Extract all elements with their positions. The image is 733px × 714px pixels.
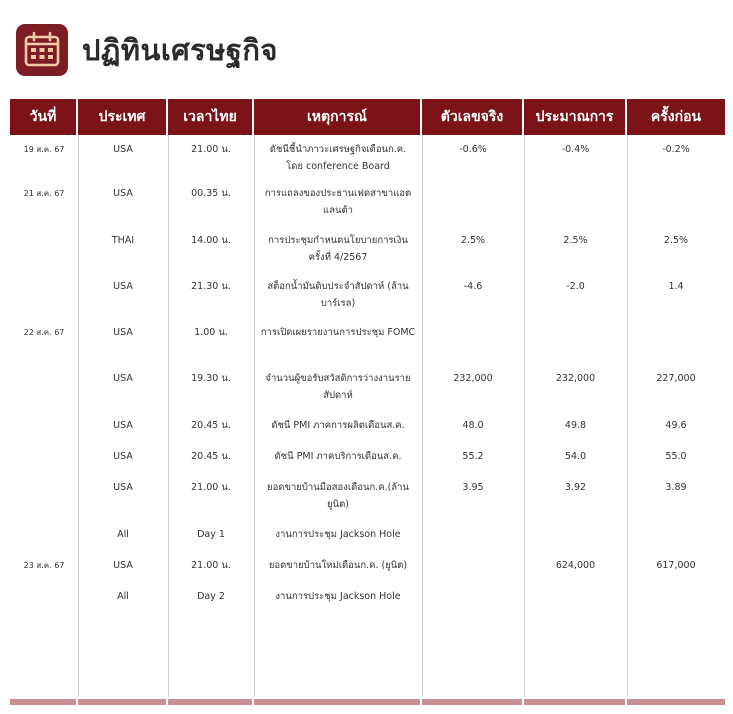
cell-time: 1.00 น. <box>194 327 228 338</box>
cell-time: 14.00 น. <box>191 235 231 246</box>
page-header <box>16 22 278 78</box>
cell-event: ดัชนี PMI ภาคการผลิตเดือนส.ค. <box>271 420 405 431</box>
cell-date: 22 ส.ค. 67 <box>23 328 65 337</box>
cell-actual: 232,000 <box>453 373 493 384</box>
cell-time: 21.00 น. <box>191 144 231 155</box>
table-footer-bar <box>10 699 725 705</box>
cell-country: USA <box>113 188 133 199</box>
column-divider <box>254 135 255 697</box>
cell-actual: 55.2 <box>462 451 484 462</box>
footer-segment <box>422 699 524 705</box>
header-date: วันที่ <box>10 99 78 135</box>
cell-time: 21.00 น. <box>191 560 231 571</box>
cell-event: สต็อกน้ำมันดิบประจำสัปดาห์ (ล้านบาร์เรล) <box>267 281 409 309</box>
footer-segment <box>10 699 78 705</box>
cell-country: THAI <box>111 235 135 246</box>
cell-previous: 2.5% <box>663 235 689 246</box>
cell-time: 20.45 น. <box>191 420 231 431</box>
cell-country: USA <box>113 560 133 571</box>
cell-time: 19.30 น. <box>191 373 231 384</box>
cell-previous: 49.6 <box>665 420 687 431</box>
cell-forecast: 232,000 <box>555 373 596 384</box>
cell-event: ดัชนี PMI ภาคบริการเดือนส.ค. <box>274 451 402 462</box>
footer-segment <box>524 699 627 705</box>
cell-event: ยอดขายบ้านมือสองเดือนก.ค.(ล้านยูนิต) <box>267 482 409 510</box>
cell-date: 23 ส.ค. 67 <box>23 561 65 570</box>
cell-event: ดัชนีชี้นำภาวะเศรษฐกิจเดือนก.ค. โดย conference Board <box>269 144 407 172</box>
cell-event: การแถลงของประธานเฟดสาขาแอตแลนต้า <box>264 188 412 216</box>
column-divider <box>422 135 423 697</box>
column-divider <box>627 135 628 697</box>
cell-country: USA <box>113 420 133 431</box>
footer-segment <box>168 699 254 705</box>
cell-actual: 3.95 <box>462 482 484 493</box>
cell-actual: -4.6 <box>463 281 483 292</box>
cell-previous: 227,000 <box>656 373 696 384</box>
cell-event: การเปิดเผยรายงานการประชุม FOMC <box>260 327 416 338</box>
cell-forecast: -2.0 <box>566 281 585 292</box>
cell-previous: 3.89 <box>665 482 687 493</box>
cell-country: USA <box>113 327 133 338</box>
cell-time: 00.35 น. <box>191 188 231 199</box>
table-header <box>10 99 725 135</box>
header-country: ประเทศ <box>78 99 168 135</box>
cell-actual: -0.6% <box>459 144 487 155</box>
cell-country: USA <box>113 144 133 155</box>
economic-calendar-table <box>10 99 725 705</box>
calendar-icon <box>16 24 68 76</box>
cell-previous: 617,000 <box>656 560 696 571</box>
cell-forecast: 624,000 <box>555 560 596 571</box>
footer-segment <box>78 699 168 705</box>
column-divider <box>168 135 169 697</box>
cell-time: 20.45 น. <box>191 451 231 462</box>
header-forecast: ประมาณการ <box>524 99 627 135</box>
cell-country: USA <box>113 451 133 462</box>
header-actual: ตัวเลขจริง <box>422 99 524 135</box>
cell-country: USA <box>113 482 133 493</box>
footer-segment <box>254 699 422 705</box>
page-title: ปฏิทินเศรษฐกิจ <box>82 33 278 67</box>
cell-event: ยอดขายบ้านใหม่เดือนก.ค. (ยูนิต) <box>268 560 408 571</box>
cell-time: 21.30 น. <box>191 281 231 292</box>
footer-segment <box>627 699 725 705</box>
cell-country: All <box>117 591 129 602</box>
cell-previous: 55.0 <box>665 451 687 462</box>
cell-forecast: 49.8 <box>564 420 587 431</box>
cell-forecast: 3.92 <box>564 482 587 493</box>
cell-previous: -0.2% <box>662 144 690 155</box>
header-previous: ครั้งก่อน <box>627 99 725 135</box>
header-time: เวลาไทย <box>168 99 254 135</box>
cell-forecast: -0.4% <box>561 144 590 155</box>
header-event: เหตุการณ์ <box>254 99 422 135</box>
cell-time: 21.00 น. <box>191 482 231 493</box>
cell-country: USA <box>113 281 133 292</box>
column-divider <box>524 135 525 697</box>
cell-forecast: 54.0 <box>564 451 587 462</box>
cell-actual: 48.0 <box>462 420 484 431</box>
cell-date: 19 ส.ค. 67 <box>23 145 65 154</box>
cell-event: งานการประชุม Jackson Hole <box>275 529 401 540</box>
cell-country: USA <box>113 373 133 384</box>
cell-event: งานการประชุม Jackson Hole <box>275 591 401 602</box>
cell-forecast: 2.5% <box>563 235 588 246</box>
cell-date: 21 ส.ค. 67 <box>23 189 65 198</box>
cell-previous: 1.4 <box>668 281 684 292</box>
cell-event: การประชุมกำหนดนโยบายการเงิน ครั้งที่ 4/2567 <box>268 235 408 263</box>
cell-actual: 2.5% <box>460 235 486 246</box>
cell-time: Day 1 <box>197 529 225 540</box>
column-divider <box>78 135 79 697</box>
cell-country: All <box>117 529 129 540</box>
cell-time: Day 2 <box>197 591 225 602</box>
cell-event: จำนวนผู้ขอรับสวัสดิการว่างงานรายสัปดาห์ <box>265 373 411 401</box>
